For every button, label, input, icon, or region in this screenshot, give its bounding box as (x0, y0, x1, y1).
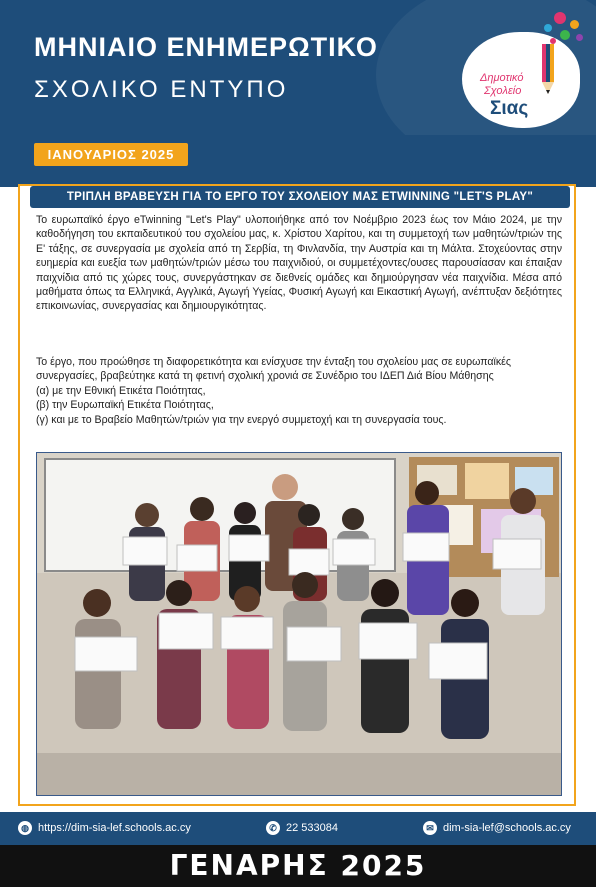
award-item: (γ) και με το Βραβείο Μαθητών/τριών για την ενεργό συμμετοχή και τη συνεργασία τους. (36, 413, 447, 426)
article-paragraph-2 (36, 355, 562, 427)
school-logo (454, 6, 592, 132)
logo-dot (544, 24, 552, 32)
phone-contact (266, 821, 338, 835)
class-photo (36, 452, 562, 796)
article-title: ΤΡΙΠΛΗ ΒΡΑΒΕΥΣΗ ΓΙΑ ΤΟ ΕΡΓΟ ΤΟΥ ΣΧΟΛΕΙΟΥ ΜΑΣ ETWINNING "LET'S PLAY" (30, 186, 570, 208)
mail-icon: ✉ (423, 821, 437, 835)
website-link[interactable]: https://dim-sia-lef.schools.ac.cy (38, 822, 191, 834)
footer (0, 812, 596, 845)
logo-dot (560, 30, 570, 40)
pencil-icon (532, 40, 564, 96)
article-paragraph-1: Το ευρωπαϊκό έργο eTwinning "Let's Play" υλοποιήθηκε από τον Νοέμβριο 2023 έως τον Μάιο 2024, με την καθοδήγηση του εκπαιδευτικού του σχολείου μας, κ. Χρίστου Χαρίτου, και τη συμμετοχή των μαθητών/τριών της Ε' τάξης, σε συνεργασία με σχολεία από τη Σερβία, τη Φινλανδία, την Αυστρία και τη Μάλτα. Στοχεύοντας στην ευημερία και ευεξία των μαθητών/τριών μέσω του παιχνιδιού, οι συμμετέχοντες/ουσες παρουσίασαν και έπαιξαν παιχνίδια από τις χώρες τους, συνεργάστηκαν σε διεθνείς ομάδες και δημιούργησαν νέα παιχνίδια. Μέσα από μαθήματα όπως τα Ελληνικά, Αγγλικά, Αγωγή Υγείας, Φυσική Αγωγή και Εικαστική Αγωγή, ανέπτυξαν δεξιότητες επικοινωνίας, συνεργασίας και δημιουργικότητας. (36, 214, 562, 313)
newsletter-subtitle: ΣΧΟΛΙΚΟ ΕΝΤΥΠΟ (34, 76, 289, 103)
month-badge: ΙΑΝΟΥΑΡΙΟΣ 2025 (34, 143, 188, 166)
award-item: (β) την Ευρωπαϊκή Ετικέτα Ποιότητας, (36, 399, 214, 412)
group-photo-illustration (37, 453, 562, 796)
newsletter-title: ΜΗΝΙΑΙΟ ΕΝΗΜΕΡΩΤΙΚΟ (34, 32, 378, 62)
globe-icon: ◍ (18, 821, 32, 835)
logo-text-line3: Σιας (490, 98, 529, 119)
website-contact (18, 821, 191, 835)
issue-banner: ΓΕΝΑΡΗΣ 2025 (0, 845, 596, 887)
email-contact (423, 821, 571, 835)
logo-text-line2: Σχολείο (484, 85, 522, 97)
logo-dot (554, 12, 566, 24)
award-item: (α) με την Εθνική Ετικέτα Ποιότητας, (36, 384, 206, 397)
phone-icon: ✆ (266, 821, 280, 835)
header (0, 0, 596, 135)
logo-dot (570, 20, 579, 29)
email-link[interactable]: dim-sia-lef@schools.ac.cy (443, 822, 571, 834)
logo-text-line1: Δημοτικό (480, 72, 524, 84)
logo-dot (576, 34, 583, 41)
phone-number[interactable]: 22 533084 (286, 822, 338, 834)
awards-intro: Το έργο, που προώθησε τη διαφορετικότητα και ενίσχυσε την ένταξη του σχολείου μας σε ευρωπαϊκές συνεργασίες, βραβεύτηκε κατά τη φετινή σχολική χρονιά σε Συνέδριο του ΙΔΕΠ Διά Βίου Μάθησης (36, 356, 511, 383)
